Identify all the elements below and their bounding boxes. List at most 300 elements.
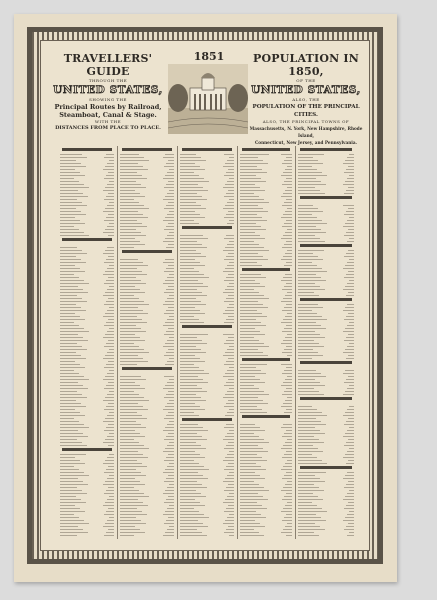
table-entry-number <box>225 184 234 185</box>
table-entry <box>180 172 194 173</box>
table-entry <box>120 526 135 527</box>
table-entry <box>180 280 198 281</box>
table-entry-number <box>284 370 292 371</box>
table-entry-number <box>345 433 354 434</box>
table-entry-number <box>165 406 174 407</box>
table-entry <box>120 532 145 533</box>
table-entry <box>180 463 199 464</box>
table-entry-number <box>165 427 174 428</box>
table-entry <box>240 451 268 452</box>
table-entry-number <box>224 343 234 344</box>
table-entry <box>240 499 268 500</box>
table-entry-number <box>228 463 234 464</box>
table-entry-number <box>346 211 354 212</box>
left-country: UNITED STATES, <box>53 84 163 96</box>
table-entry-number <box>163 388 174 389</box>
table-entry <box>60 325 79 326</box>
table-entry-number <box>109 391 114 392</box>
table-entry-number <box>346 505 354 506</box>
table-entry-number <box>343 394 354 395</box>
table-entry <box>120 322 147 323</box>
table-entry <box>60 157 87 158</box>
table-entry-number <box>349 511 354 512</box>
table-entry-number <box>168 433 174 434</box>
table-entry <box>180 190 208 191</box>
table-entry-number <box>286 535 292 536</box>
table-entry <box>120 472 141 473</box>
table-entry <box>60 514 74 515</box>
table-entry <box>120 415 142 416</box>
table-entry-number <box>168 517 174 518</box>
table-entry-number <box>287 187 292 188</box>
table-entry-number <box>228 169 234 170</box>
table-entry-number <box>283 193 292 194</box>
table-entry-number <box>164 292 174 293</box>
table-entry <box>120 469 136 470</box>
table-entry-number <box>343 289 354 290</box>
table-entry <box>120 478 135 479</box>
table-entry <box>120 451 138 452</box>
table-entry <box>180 397 201 398</box>
table-entry-number <box>229 220 234 221</box>
table-entry <box>120 328 141 329</box>
table-section-title <box>122 148 172 151</box>
table-entry-number <box>168 328 174 329</box>
table-entry <box>60 184 84 185</box>
table-entry-number <box>108 445 114 446</box>
table-entry <box>180 400 206 401</box>
table-entry-number <box>281 154 292 155</box>
table-entry-number <box>227 475 234 476</box>
table-entry <box>240 334 265 335</box>
table-entry <box>180 457 205 458</box>
table-entry-number <box>107 352 114 353</box>
table-entry <box>120 160 149 161</box>
table-entry <box>120 232 141 233</box>
table-entry <box>60 391 77 392</box>
table-entry-number <box>107 394 114 395</box>
table-entry-number <box>104 472 114 473</box>
table-entry <box>240 466 261 467</box>
table-entry <box>298 496 318 497</box>
table-entry-number <box>347 493 354 494</box>
table-entry <box>60 232 84 233</box>
table-entry <box>180 412 194 413</box>
table-entry-number <box>229 178 234 179</box>
table-entry-number <box>284 286 292 287</box>
table-entry <box>120 439 134 440</box>
table-entry <box>240 511 256 512</box>
table-entry-number <box>106 385 114 386</box>
table-entry <box>240 481 254 482</box>
capitol-engraving-image <box>168 64 248 134</box>
table-entry <box>60 175 85 176</box>
table-entry-number <box>226 487 234 488</box>
table-entry <box>120 490 139 491</box>
table-entry-number <box>349 406 354 407</box>
table-entry <box>298 178 316 179</box>
table-entry-number <box>284 160 292 161</box>
table-entry-number <box>343 184 354 185</box>
table-entry <box>180 355 195 356</box>
table-entry <box>60 163 81 164</box>
table-entry-number <box>223 166 234 167</box>
table-entry-number <box>104 178 114 179</box>
table-entry-number <box>345 370 354 371</box>
table-entry-number <box>106 343 114 344</box>
table-entry-number <box>164 208 174 209</box>
table-entry <box>180 250 196 251</box>
table-entry-number <box>108 424 114 425</box>
table-entry-number <box>223 439 234 440</box>
table-entry-number <box>284 223 292 224</box>
table-entry <box>180 178 204 179</box>
table-entry <box>60 385 83 386</box>
table-entry-number <box>224 259 234 260</box>
table-entry <box>240 244 259 245</box>
table-entry-number <box>283 235 292 236</box>
table-entry <box>298 229 321 230</box>
table-entry <box>60 160 76 161</box>
table-entry-number <box>224 154 234 155</box>
table-entry <box>120 391 134 392</box>
table-entry-number <box>349 343 354 344</box>
table-entry-number <box>106 511 114 512</box>
table-entry <box>120 385 140 386</box>
table-entry-number <box>103 253 114 254</box>
table-entry-number <box>285 253 292 254</box>
table-entry-number <box>229 409 234 410</box>
table-entry-number <box>163 451 174 452</box>
table-entry-number <box>281 259 292 260</box>
table-entry-number <box>104 199 114 200</box>
table-entry <box>120 238 135 239</box>
table-entry <box>60 520 84 521</box>
table-entry-number <box>284 496 292 497</box>
table-entry-number <box>346 295 354 296</box>
table-entry-number <box>227 307 234 308</box>
table-entry <box>240 319 256 320</box>
table-entry <box>120 364 137 365</box>
table-entry <box>60 166 86 167</box>
table-entry <box>60 154 82 155</box>
table-entry-number <box>282 163 292 164</box>
table-entry <box>240 502 257 503</box>
table-entry <box>180 424 198 425</box>
table-entry <box>60 229 79 230</box>
table-entry-number <box>347 178 354 179</box>
table-entry <box>60 466 74 467</box>
table-entry <box>60 487 77 488</box>
table-entry <box>298 409 317 410</box>
table-entry <box>120 493 144 494</box>
table-entry <box>298 274 316 275</box>
right-also: ALSO, THE <box>292 97 320 102</box>
table-entry-number <box>344 487 354 488</box>
table-entry <box>298 268 322 269</box>
table-entry <box>240 430 265 431</box>
table-entry-number <box>107 184 114 185</box>
table-entry <box>120 397 144 398</box>
table-entry <box>60 424 84 425</box>
table-entry <box>120 247 134 248</box>
table-entry-number <box>286 199 292 200</box>
table-entry-number <box>103 442 114 443</box>
table-entry-number <box>287 460 292 461</box>
table-entry <box>180 175 199 176</box>
table-entry-number <box>343 457 354 458</box>
table-section-title <box>242 358 290 361</box>
table-entry-number <box>347 262 354 263</box>
table-entry <box>240 523 260 524</box>
table-section-title <box>300 196 352 199</box>
table-entry <box>240 154 269 155</box>
table-entry <box>60 523 89 524</box>
table-entry <box>120 268 137 269</box>
table-entry-number <box>108 235 114 236</box>
table-entry <box>120 295 134 296</box>
table-entry <box>298 433 325 434</box>
table-entry <box>240 211 268 212</box>
table-entry-number <box>106 301 114 302</box>
table-entry <box>240 196 259 197</box>
table-entry-number <box>228 379 234 380</box>
table-entry-number <box>226 235 234 236</box>
table-entry-number <box>109 370 114 371</box>
table-entry-number <box>224 406 234 407</box>
table-entry <box>120 154 139 155</box>
table-entry-number <box>286 388 292 389</box>
table-entry <box>298 163 323 164</box>
table-entry <box>298 271 327 272</box>
table-entry-number <box>169 169 174 170</box>
table-entry-number <box>285 232 292 233</box>
table-entry <box>298 292 314 293</box>
table-entry-number <box>346 463 354 464</box>
table-entry <box>60 418 74 419</box>
table-entry <box>120 211 138 212</box>
table-entry <box>120 475 146 476</box>
table-entry-number <box>348 523 354 524</box>
table-entry-number <box>287 334 292 335</box>
table-entry-number <box>168 223 174 224</box>
poster-year: 1851 <box>193 50 225 63</box>
table-entry-number <box>105 397 114 398</box>
table-entry <box>60 532 88 533</box>
table-entry <box>120 433 140 434</box>
table-entry <box>298 508 322 509</box>
table-entry-number <box>106 196 114 197</box>
table-entry-number <box>348 502 354 503</box>
table-entry-number <box>225 436 234 437</box>
table-entry-number <box>107 310 114 311</box>
table-section-title <box>300 244 352 247</box>
table-entry <box>180 235 203 236</box>
table-entry-number <box>229 451 234 452</box>
table-entry-number <box>227 349 234 350</box>
table-entry <box>240 214 257 215</box>
table-entry-number <box>163 220 174 221</box>
table-entry-number <box>169 316 174 317</box>
table-entry <box>298 334 320 335</box>
table-entry <box>60 376 84 377</box>
table-entry <box>180 415 199 416</box>
table-entry <box>298 232 326 233</box>
table-entry <box>240 181 266 182</box>
table-entry <box>180 517 209 518</box>
table-entry <box>120 262 143 263</box>
table-entry-number <box>225 205 234 206</box>
table-entry <box>60 475 89 476</box>
table-entry-number <box>105 460 114 461</box>
table-entry <box>60 169 75 170</box>
table-section-title <box>182 226 232 229</box>
table-entry-number <box>223 376 234 377</box>
table-entry-number <box>106 154 114 155</box>
table-entry <box>60 412 80 413</box>
table-entry <box>240 304 263 305</box>
table-entry-number <box>109 328 114 329</box>
table-entry <box>180 163 195 164</box>
table-section-title <box>182 325 232 328</box>
table-entry <box>298 193 325 194</box>
table-entry <box>240 322 261 323</box>
table-entry-number <box>166 436 174 437</box>
table-entry <box>60 310 86 311</box>
table-entry-number <box>347 430 354 431</box>
table-entry-number <box>281 217 292 218</box>
table-entry <box>180 358 200 359</box>
table-entry <box>120 358 143 359</box>
table-entry <box>298 391 319 392</box>
table-entry-number <box>104 325 114 326</box>
table-entry-number <box>105 376 114 377</box>
table-entry <box>240 166 257 167</box>
table-entry-number <box>282 394 292 395</box>
right-country: UNITED STATES, <box>251 84 361 96</box>
table-entry <box>298 352 318 353</box>
table-entry-number <box>226 445 234 446</box>
table-entry-number <box>225 478 234 479</box>
table-entry-number <box>107 499 114 500</box>
table-entry <box>120 208 149 209</box>
table-entry <box>240 454 257 455</box>
table-entry-number <box>165 217 174 218</box>
table-entry-number <box>285 463 292 464</box>
table-entry <box>180 499 195 500</box>
table-entry-number <box>345 223 354 224</box>
table-entry-number <box>343 226 354 227</box>
table-entry-number <box>285 169 292 170</box>
table-entry-number <box>105 502 114 503</box>
table-entry <box>60 274 74 275</box>
table-entry <box>120 361 148 362</box>
table-entry-number <box>108 382 114 383</box>
table-entry <box>298 514 316 515</box>
left-through: THROUGH THE <box>88 78 128 83</box>
table-entry-number <box>345 286 354 287</box>
table-entry <box>180 514 204 515</box>
table-entry-number <box>228 295 234 296</box>
table-entry <box>120 190 135 191</box>
table-entry-number <box>169 379 174 380</box>
table-entry-number <box>103 379 114 380</box>
table-entry <box>180 376 198 377</box>
table-entry <box>60 346 82 347</box>
table-entry <box>298 418 316 419</box>
table-entry-number <box>348 292 354 293</box>
table-entry <box>120 529 140 530</box>
right-towns: ALSO, THE PRINCIPAL TOWNS OF <box>262 119 350 124</box>
table-entry-number <box>105 271 114 272</box>
table-entry <box>120 427 146 428</box>
table-entry <box>240 508 267 509</box>
table-entry <box>60 526 78 527</box>
table-entry <box>120 220 137 221</box>
table-entry-number <box>346 442 354 443</box>
table-entry <box>298 295 319 296</box>
table-entry <box>60 286 78 287</box>
table-entry <box>298 241 325 242</box>
table-entry <box>60 199 77 200</box>
table-entry <box>180 430 208 431</box>
table-entry-number <box>282 331 292 332</box>
table-entry-number <box>165 385 174 386</box>
table-entry <box>180 478 208 479</box>
table-entry <box>120 298 139 299</box>
table-entry-number <box>285 484 292 485</box>
table-entry-number <box>282 352 292 353</box>
table-entry <box>120 430 135 431</box>
table-entry <box>240 199 264 200</box>
table-entry-number <box>165 532 174 533</box>
table-entry-number <box>223 250 234 251</box>
table-entry <box>180 475 203 476</box>
table-entry <box>120 457 148 458</box>
table-entry-number <box>168 181 174 182</box>
table-entry-number <box>225 520 234 521</box>
table-entry-number <box>226 277 234 278</box>
table-entry <box>180 262 200 263</box>
table-entry-number <box>281 511 292 512</box>
table-entry-number <box>348 166 354 167</box>
table-entry <box>120 508 137 509</box>
header-right <box>246 52 366 146</box>
table-entry <box>298 304 318 305</box>
table-entry <box>60 283 89 284</box>
table-section-title <box>242 268 290 271</box>
table-entry <box>60 403 81 404</box>
table-entry <box>120 496 149 497</box>
table-entry <box>298 517 321 518</box>
table-entry-number <box>286 157 292 158</box>
table-entry <box>298 154 324 155</box>
table-entry-number <box>105 418 114 419</box>
table-entry <box>120 199 134 200</box>
table-entry-number <box>169 484 174 485</box>
table-entry-number <box>344 277 354 278</box>
right-title: POPULATION IN 1850, <box>253 52 359 78</box>
table-entry <box>60 316 80 317</box>
table-entry <box>240 505 262 506</box>
table-entry <box>120 448 149 449</box>
table-entry-number <box>347 535 354 536</box>
table-entry-number <box>282 457 292 458</box>
table-entry <box>240 235 260 236</box>
table-entry <box>298 313 317 314</box>
table-entry <box>120 460 137 461</box>
table-entry <box>120 352 149 353</box>
